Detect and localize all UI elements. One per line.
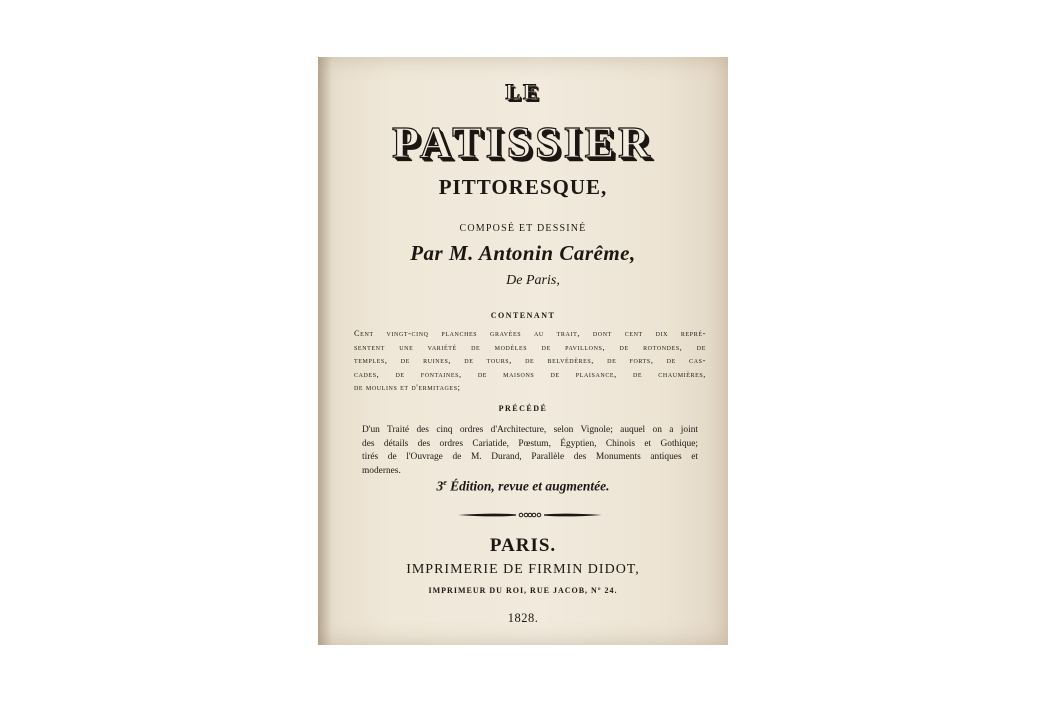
- precede-heading: PRÉCÉDÉ: [498, 404, 548, 413]
- treatise-line: D'un Traité des cinq ordres d'Architecture, selon Vignole; auquel on a joint: [362, 425, 698, 435]
- compose-line: COMPOSÉ ET DESSINÉ: [459, 223, 587, 234]
- treatise-line: des détails des ordres Cariatide, Pœstum, Égyptien, Chinois et Gothique;: [362, 438, 698, 449]
- treatise-paragraph: [362, 424, 698, 478]
- treatise-line: modernes.: [362, 465, 401, 476]
- contents-line: sentent une variété de modèles de pavillons, de rotondes, de: [354, 342, 706, 352]
- treatise-line: tirés de l'Ouvrage de M. Durand, Parallèle des Monuments antiques et: [362, 452, 698, 462]
- title-le: LE: [505, 79, 541, 104]
- edition-line: [318, 478, 728, 495]
- edition-superscript: e: [443, 478, 447, 487]
- title-pittoresque: PITTORESQUE,: [438, 175, 608, 199]
- edition-text: Édition, revue et augmentée.: [446, 478, 610, 494]
- contents-line: Cent vingt-cinq planches gravées au trait, dont cent dix repré-: [354, 329, 706, 338]
- contents-line: temples, de ruines, de tours, de belvédères, de forts, de cas-: [354, 356, 706, 365]
- title-patissier: PATISSIER: [392, 118, 654, 167]
- city-line: PARIS.: [489, 535, 557, 556]
- year-line: 1828.: [507, 611, 539, 625]
- contents-paragraph: [354, 327, 706, 395]
- printer-line: IMPRIMERIE DE FIRMIN DIDOT,: [406, 562, 640, 577]
- contenant-heading: CONTENANT: [490, 311, 556, 320]
- title-page: [318, 57, 728, 645]
- edition-number: 3: [436, 478, 444, 494]
- ornament-divider-icon: [456, 511, 604, 519]
- printer-address-line: IMPRIMEUR DU ROI, RUE JACOB, Nº 24.: [428, 586, 618, 595]
- origin-line: De Paris,: [506, 273, 560, 288]
- author-line: Par M. Antonin Carême,: [410, 241, 636, 265]
- contents-line: cades, de fontaines, de maisons de plaisance, de chaumières,: [354, 369, 706, 379]
- contents-line: de moulins et d'ermitages;: [354, 383, 461, 392]
